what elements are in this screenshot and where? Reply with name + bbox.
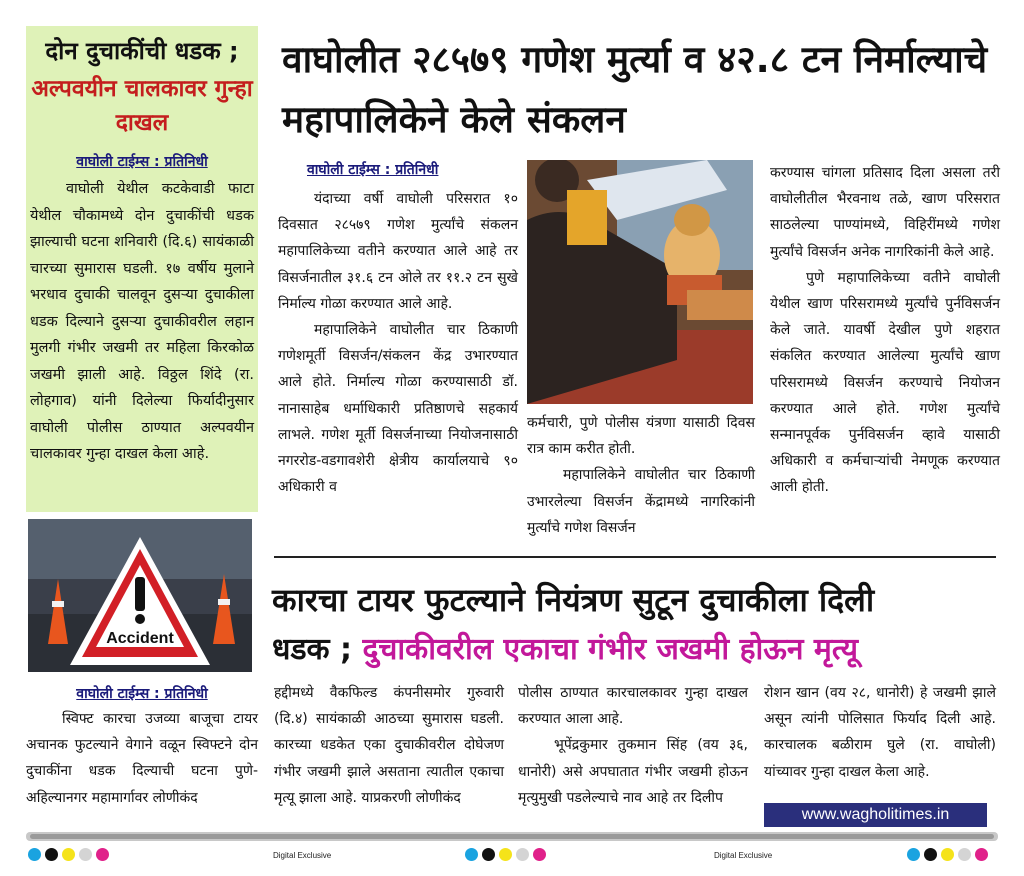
registration-dot [958, 848, 971, 861]
second-headline-plain-part: धडक ; [272, 632, 352, 667]
accident-image [28, 519, 252, 672]
registration-dot [45, 848, 58, 861]
registration-dot [941, 848, 954, 861]
main-story-column-1 [278, 186, 518, 500]
registration-dot [96, 848, 109, 861]
main-headline: वाघोलीत २८५७९ गणेश मुर्त्या व ४२.८ टन निर्माल्याचे महापालिकेने केले संकलन [282, 38, 988, 141]
left-story-headline-line2: अल्पवयीन चालकावर गुन्हा दाखल [31, 76, 253, 136]
registration-dot [533, 848, 546, 861]
main-story-paragraph: यंदाच्या वर्षी वाघोली परिसरात १० दिवसात २८५७९ गणेश मुर्त्यांचे संकलन महापालिकेच्या वतीने करण्यात आले आहे तर विसर्जनातील ३१.६ टन ओले तर ११.२ टन सुखे निर्माल्य गोळा करण्यात आले आहे. [278, 191, 518, 312]
second-story-column-4: रोशन खान (वय २८, धानोरी) हे जखमी झाले असून त्यांनी पोलिसात फिर्याद दिली आहे. कारचालक बळीराम घुले (रा. वाघोली) यांच्यावर गुन्हा दाखल केला आहे. [764, 685, 996, 780]
main-story-paragraph: कर्मचारी, पुणे पोलीस यंत्रणा यासाठी दिवस रात्र काम करीत होती. [527, 415, 755, 458]
main-story-paragraph: महापालिकेने वाघोलीत चार ठिकाणी गणेशमूर्ती विसर्जन/संकलन केंद्र उभारण्यात आले होते. निर्माल्य गोळा करण्यासाठी डॉ. नानासाहेब धर्माधिकारी प्रतिष्ठाणचे सहकार्य लाभले. गणेश मूर्ती विसर्जनाच्या नियोजनासाठी नगररोड-वडगावशेरी क्षेत्रीय कार्यालयाचे ९० अधिकारी व [278, 322, 518, 496]
left-story-headline-line1: दोन दुचाकींची धडक ; [45, 37, 239, 65]
section-divider [274, 556, 996, 558]
second-headline-line2 [272, 626, 1002, 674]
ganesh-idol-image-icon [527, 160, 753, 404]
color-registration-dots-left [28, 848, 109, 862]
second-story-column-2: हद्दीमध्ये वैकफिल्ड कंपनीसमोर गुरुवारी (दि.४) सायंकाळी आठच्या सुमारास घडली. कारच्या धडकेत एका दुचाकीवरील दोघेजण गंभीर जखमी झाले असताना त्यातील एकाचा मृत्यू झाला आहे. याप्रकरणी लोणीकंद [274, 685, 504, 806]
main-story-paragraph: पुणे महापालिकेच्या वतीने वाघोली येथील खाण परिसरामध्ये मुर्त्यांचे पुर्नविसर्जन केले जाते. यावर्षी देखील पुणे शहरात संकलित करण्यात आलेल्या मुर्त्यांचे खाण परिसरामध्ये विसर्जन करण्याचे नियोजन करण्यात आले होते. गणेश मुर्त्यांचे सन्मानपूर्वक पुर्नविसर्जन व्हावे यासाठी अधिकारी व कर्मचाऱ्यांची नेमणूक करण्यात आली होती. [770, 269, 1000, 496]
main-story-paragraph: करण्यास चांगला प्रतिसाद दिला असला तरी वाघोलीतील भैरवनाथ तळे, खाण परिसरात साठलेल्या पाण्यांमध्ये, विहिरींमध्ये गणेश मुर्त्यांचे विसर्जन अनेक नागरिकांनी केले आहे. [770, 165, 1000, 260]
main-story-column-2 [527, 410, 755, 541]
website-link[interactable]: www.wagholitimes.in [764, 803, 987, 827]
left-story-box [26, 26, 258, 512]
registration-dot [62, 848, 75, 861]
registration-dot [499, 848, 512, 861]
second-headline-line1: कारचा टायर फुटल्याने नियंत्रण सुटून दुचाकीला दिली [272, 581, 875, 619]
registration-dot [28, 848, 41, 861]
registration-dot [516, 848, 529, 861]
accident-warning-sign-icon [28, 519, 252, 672]
second-story-paragraph: पोलीस ठाण्यात कारचालकावर गुन्हा दाखल करण्यात आला आहे. [518, 685, 748, 728]
digital-exclusive-label: Digital Exclusive [714, 851, 773, 860]
color-registration-dots-center [465, 848, 546, 862]
second-headline-highlight: दुचाकीवरील एकाचा गंभीर जखमी होऊन मृत्यू [362, 632, 858, 667]
registration-dot [482, 848, 495, 861]
second-story-paragraph: भूपेंद्रकुमार तुकमान सिंह (वय ३६, धानोरी) असे अपघातात गंभीर जखमी होऊन मृत्युमुखी पडलेल्याचे नाव आहे तर दिलीप [518, 737, 748, 806]
registration-dot [79, 848, 92, 861]
accident-sign-text: Accident [106, 630, 174, 647]
main-story-column-3 [770, 160, 1000, 501]
digital-exclusive-label: Digital Exclusive [273, 851, 332, 860]
second-story-column-1: स्विफ्ट कारचा उजव्या बाजूचा टायर अचानक फुटल्याने वेगाने वळून स्विफ्टने दोन दुचाकींना धडक दिल्याची घटना पुणे-अहिल्यानगर महामार्गावर लोणीकंद [26, 711, 258, 806]
second-story-column-3 [518, 680, 748, 811]
ganesh-idol-photo [527, 160, 753, 404]
color-registration-dots-right [907, 848, 988, 862]
main-story-byline: वाघोली टाईम्स : प्रतिनिधी [307, 162, 439, 178]
horizontal-scrollbar-thumb[interactable] [30, 834, 994, 839]
registration-dot [924, 848, 937, 861]
registration-dot [465, 848, 478, 861]
registration-dot [907, 848, 920, 861]
main-story-paragraph: महापालिकेने वाघोलीत चार ठिकाणी उभारलेल्या विसर्जन केंद्रामध्ये नागरिकांनी मुर्त्यांचे गणेश विसर्जन [527, 467, 755, 536]
second-story-byline: वाघोली टाईम्स : प्रतिनिधी [76, 686, 208, 702]
registration-dot [975, 848, 988, 861]
left-story-byline: वाघोली टाईम्स : प्रतिनिधी [76, 154, 208, 170]
left-story-body: वाघोली येथील कटकेवाडी फाटा येथील चौकामध्ये दोन दुचाकींची धडक झाल्याची घटना शनिवारी (दि.६) सायंकाळी चारच्या सुमारास घडली. १७ वर्षीय मुलाने भरधाव दुचाकी चालवून दुसऱ्या दुचाकीला धडक दिल्याने दुसऱ्या दुचाकीवरील लहान मुलगी गंभीर जखमी तर महिला किरकोळ जखमी झाली आहे. विठ्ठल शिंदे (रा. लोहगाव) यांनी दिलेल्या फिर्यादीनुसार वाघोली पोलीस ठाण्यात अल्पवयीन चालकावर गुन्हा दाखल केला आहे. [30, 181, 254, 462]
